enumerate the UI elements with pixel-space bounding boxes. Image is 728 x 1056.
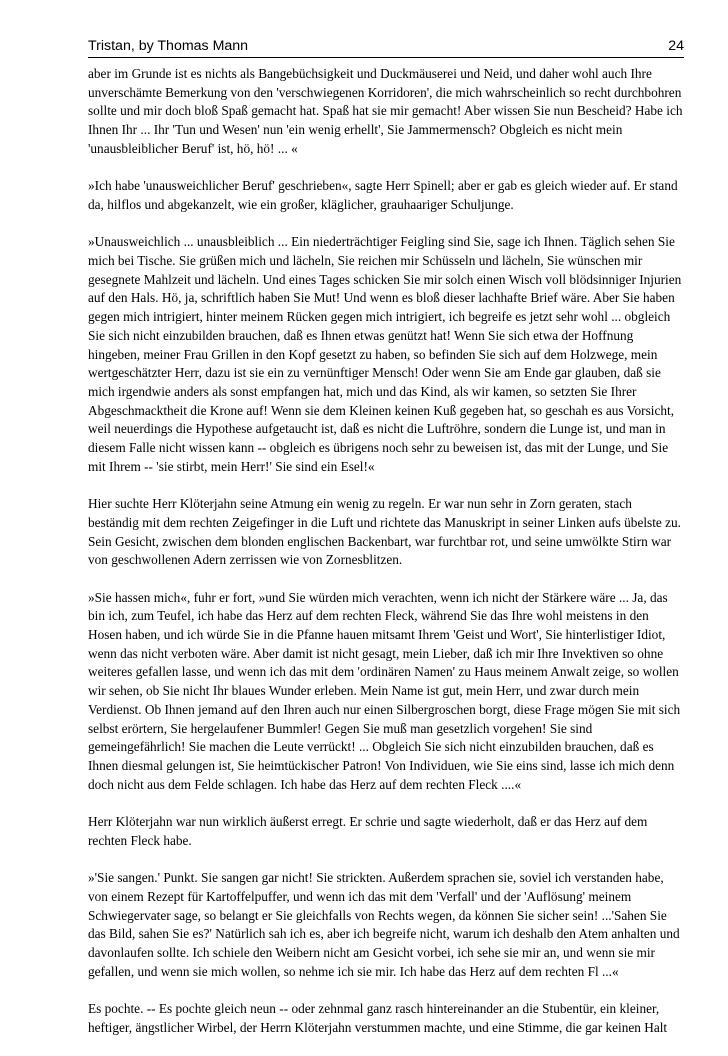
- paragraph-4: Hier suchte Herr Klöterjahn seine Atmung ein wenig zu regeln. Er war nun sehr in Zorn geraten, stach beständig mit dem rechten Zeigefinger in die Luft und richtete das Manuskript in seiner Linken aufs übelste zu. Sein Gesicht, zwischen dem blonden englischen Backenbart, war furchtbar rot, und seine umwölkte Stirn war von geschwollenen Adern zerrissen wie von Zornesblitzen.: [88, 496, 682, 568]
- paragraph-7: »'Sie sangen.' Punkt. Sie sangen gar nicht! Sie strickten. Außerdem sprachen sie, soviel ich verstanden habe, von einem Rezept für Kartoffelpuffer, und wenn ich das mit dem 'Verfall' und der 'Auflösung' meinem Schwiegervater sage, so belangt er Sie gleichfalls von Rechts wegen, da können Sie sicher sein! ...'Sahen Sie das Bild, sahen Sie es?' Natürlich sah ich es, aber ich begreife nicht, warum ich deshalb den Atem anhalten und davonlaufen sollte. Ich schiele den Weibern nicht am Gesicht vorbei, ich sehe sie mir an, und wenn sie mir gefallen, und wenn sie mich wollen, so nehme ich sie mir. Ich habe das Herz auf dem rechten Fl ...«: [88, 870, 680, 979]
- paragraph-5: »Sie hassen mich«, fuhr er fort, »und Sie würden mich verachten, wenn ich nicht der Stärkere wäre ... Ja, das bin ich, zum Teufel, ich habe das Herz auf dem rechten Fleck, während Sie das Ihre wohl meistens in den Hosen haben, und ich würde Sie in die Pfanne hauen mitsamt Ihrem 'Geist und Wort', Sie hinterlistiger Idiot, wenn das nicht verboten wäre. Aber damit ist nicht gesagt, mein Lieber, daß ich mir Ihre Invektiven so ohne weiteres gefallen lasse, und wenn ich das mit dem 'ordinären Namen' zu Haus meinem Anwalt zeige, so wollen wir sehen, ob Sie nicht Ihr blaues Wunder erleben. Mein Name ist gut, mein Herr, und zwar durch mein Verdienst. Ob Ihnen jemand auf den Ihren auch nur einen Silbergroschen borgt, diese Frage mögen Sie mit sich selbst erörtern, Sie hergelaufener Bummler! Gegen Sie muß man gesetzlich vorgehen! Sie sind gemeingefährlich! Sie machen die Leute verrückt! ... Obgleich Sie sich nicht einzubilden brauchen, daß es Ihnen diesmal gelungen ist, Sie heimtückischer Patron! Von Individuen, wie Sie eins sind, lasse ich mich denn doch nicht aus dem Felde schlagen. Ich habe das Herz auf dem rechten Fleck ....«: [88, 589, 681, 792]
- paragraph-3: »Unausweichlich ... unausbleiblich ... Ein niederträchtiger Feigling sind Sie, sage ich Ihnen. Täglich sehen Sie mich bei Tische. Sie grüßen mich und lächeln, Sie reichen mir Schüsseln und lächeln, Sie wünschen mir gesegnete Mahlzeit und lächeln. Und eines Tages schicken Sie mir solch einen Wisch voll blödsinniger Injurien auf den Hals. Hö, ja, schriftlich haben Sie Mut! Und wenn es bloß dieser lachhafte Brief wäre. Aber Sie haben gegen mich intrigiert, hinter meinem Rücken gegen mich intrigiert, ich begreife es jetzt sehr wohl ... obgleich Sie sich nicht einzubilden brauchen, daß es Ihnen etwas genützt hat! Wenn Sie sich etwa der Hoffnung hingeben, meiner Frau Grillen in den Kopf gesetzt zu haben, so befinden Sie sich auf dem Holzwege, mein wertgeschätzter Herr, dazu ist sie ein zu vernünftiger Mensch! Oder wenn Sie am Ende gar glauben, daß sie mich irgendwie anders als sonst empfangen hat, mich und das Kind, als wir kamen, so setzten Sie Ihrer Abgeschmacktheit die Krone auf! Wenn sie dem Kleinen keinen Kuß gegeben hat, so geschah es aus Vorsicht, weil neuerdings die Hypothese aufgetaucht ist, daß es nicht die Luftröhre, sondern die Lunge ist, und man in diesem Falle nicht wissen kann -- obgleich es übrigens noch sehr zu beweisen ist, das mit der Lunge, und Sie mit Ihrem -- 'sie stirbt, mein Herr!' Sie sind ein Esel!«: [88, 234, 682, 474]
- header-title: Tristan, by Thomas Mann: [88, 38, 249, 54]
- page-header: [88, 37, 684, 58]
- document-body: [88, 65, 684, 1037]
- paragraph-8: Es pochte. -- Es pochte gleich neun -- oder zehnmal ganz rasch hintereinander an die Stubentür, ein kleiner, heftiger, ängstlicher Wirbel, der Herrn Klöterjahn verstummen machte, und eine Stimme, die gar keinen Halt: [88, 1001, 668, 1035]
- paragraph-2: »Ich habe 'unausweichlicher Beruf' geschrieben«, sagte Herr Spinell; aber er gab es gleich wieder auf. Er stand da, hilflos und abgekanzelt, wie ein großer, kläglicher, grauhaariger Schuljunge.: [88, 178, 678, 212]
- paragraph-6: Herr Klöterjahn war nun wirklich äußerst erregt. Er schrie und sagte wiederholt, daß er das Herz auf dem rechten Fleck habe.: [88, 814, 648, 848]
- page-number: 24: [668, 38, 684, 54]
- paragraph-1: aber im Grunde ist es nichts als Bangebüchsigkeit und Duckmäuserei und Neid, und daher wohl auch Ihre unverschämte Bemerkung von den 'verschwiegenen Korridoren', die mich wahrscheinlich so recht durchbohren sollte und mir doch bloß Spaß gemacht hat. Spaß hat sie mir gemacht! Aber wissen Sie nun Bescheid? Habe ich Ihnen Ihr ... Ihr 'Tun und Wesen' nun 'ein wenig erhellt', Sie Jammermensch? Obgleich es nicht mein 'unausbleiblicher Beruf' ist, hö, hö! ... «: [88, 66, 683, 156]
- document-page: [88, 37, 684, 1056]
